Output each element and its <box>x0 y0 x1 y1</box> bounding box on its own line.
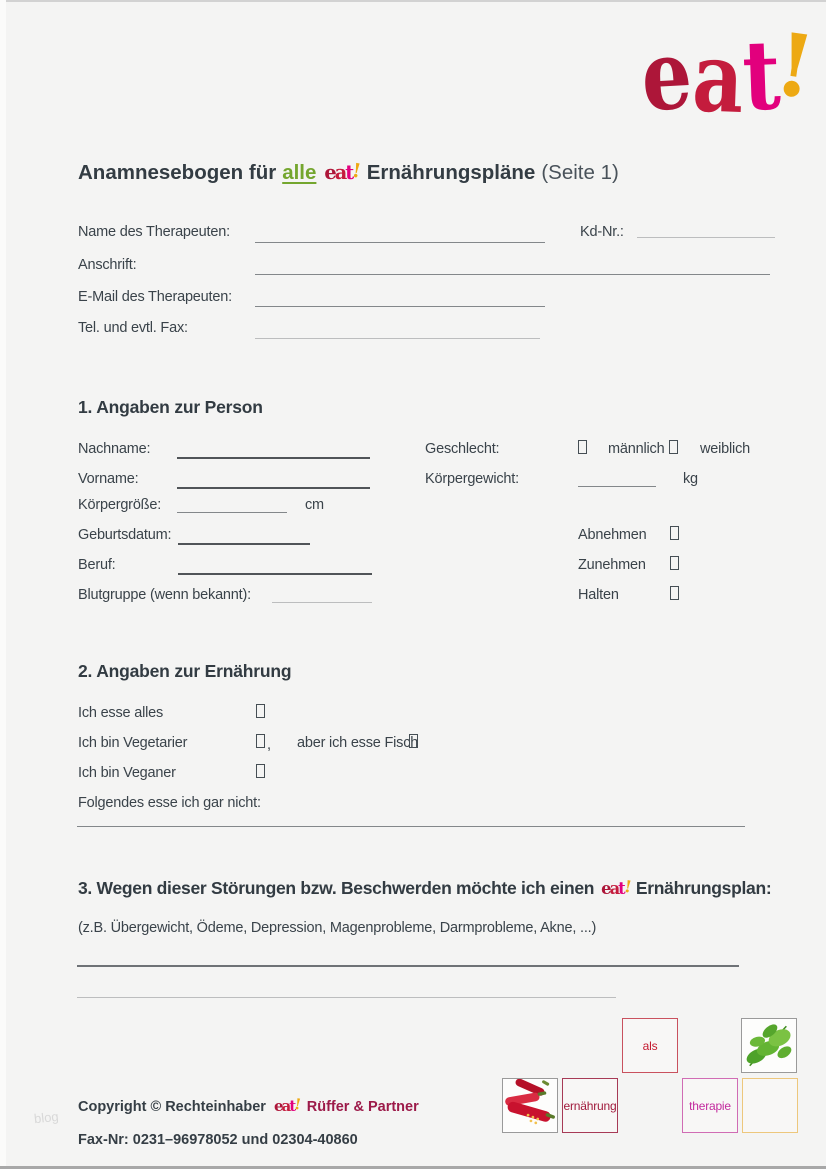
vegetarian-comma: , <box>267 737 271 753</box>
bloodtype-field[interactable] <box>272 602 372 603</box>
eat-all-label: Ich esse alles <box>78 705 164 721</box>
weight-field[interactable] <box>578 486 656 487</box>
address-field[interactable] <box>255 274 770 275</box>
eat-logo-inline-icon: eat! <box>273 1094 301 1115</box>
therapist-name-field[interactable] <box>255 242 545 243</box>
section2-heading: 2. Angaben zur Ernährung <box>78 661 292 681</box>
therapist-email-label: E-Mail des Therapeuten: <box>78 289 232 305</box>
not-eat-field[interactable] <box>77 826 745 827</box>
gender-female-checkbox[interactable] <box>669 440 678 454</box>
blog-watermark: blog <box>33 1108 60 1127</box>
gender-female-label: weiblich <box>700 441 750 457</box>
job-label: Beruf: <box>78 557 116 573</box>
address-label: Anschrift: <box>78 257 137 273</box>
basil-image <box>741 1018 797 1073</box>
weight-unit-label: kg <box>683 471 698 487</box>
customer-number-field[interactable] <box>637 237 775 238</box>
tile-ernaehrung-label: ernährung <box>563 1098 617 1113</box>
page-title <box>78 158 619 185</box>
gender-male-checkbox[interactable] <box>578 440 587 454</box>
not-eat-label: Folgendes esse ich gar nicht: <box>78 795 261 811</box>
eat-logo-inline-icon: eat! <box>324 158 362 184</box>
tile-ernaehrung <box>562 1078 618 1133</box>
fish-label: aber ich esse Fisch <box>297 735 419 751</box>
goal-gain-checkbox[interactable] <box>670 556 679 570</box>
copyright-line <box>78 1094 419 1115</box>
chili-image <box>502 1078 558 1133</box>
tile-empty <box>742 1078 798 1133</box>
eat-logo: eat! <box>638 13 811 135</box>
company-name: Rüffer & Partner <box>306 1099 419 1115</box>
lastname-field[interactable] <box>177 457 370 459</box>
height-unit-label: cm <box>305 497 324 513</box>
phone-fax-label: Tel. und evtl. Fax: <box>78 320 188 336</box>
section1-heading: 1. Angaben zur Person <box>78 397 263 417</box>
vegetarian-label: Ich bin Vegetarier <box>78 735 188 751</box>
page-top-border <box>0 0 826 2</box>
complaints-field-1[interactable] <box>77 965 739 967</box>
vegan-label: Ich bin Veganer <box>78 765 176 781</box>
fax-numbers: Fax-Nr: 0231–96978052 und 02304-40860 <box>78 1132 358 1148</box>
title-middle: Ernährungspläne <box>366 161 536 184</box>
vegan-checkbox[interactable] <box>256 764 265 778</box>
tile-therapie-label: therapie <box>689 1098 731 1113</box>
section3-heading-before: 3. Wegen dieser Störungen bzw. Beschwerden möchte ich einen <box>78 878 595 898</box>
tile-als <box>622 1018 678 1073</box>
goal-lose-checkbox[interactable] <box>670 526 679 540</box>
title-highlight-alle: alle <box>282 161 317 184</box>
customer-number-label: Kd-Nr.: <box>580 224 624 240</box>
goal-gain-label: Zunehmen <box>578 557 646 573</box>
bloodtype-label: Blutgruppe (wenn bekannt): <box>78 587 251 603</box>
weight-label: Körpergewicht: <box>425 471 519 487</box>
therapist-email-field[interactable] <box>255 306 545 307</box>
complaints-field-2[interactable] <box>77 997 616 998</box>
title-prefix: Anamnesebogen für <box>78 161 277 184</box>
title-page-number: (Seite 1) <box>541 161 619 184</box>
firstname-label: Vorname: <box>78 471 139 487</box>
fish-checkbox[interactable] <box>409 734 418 748</box>
birthdate-label: Geburtsdatum: <box>78 527 172 543</box>
tile-therapie <box>682 1078 738 1133</box>
basil-leaves-icon <box>742 1019 796 1072</box>
height-label: Körpergröße: <box>78 497 162 513</box>
firstname-field[interactable] <box>177 487 370 489</box>
birthdate-field[interactable] <box>178 543 310 545</box>
phone-fax-field[interactable] <box>255 338 540 339</box>
vegetarian-checkbox[interactable] <box>256 734 265 748</box>
eat-logo-inline-icon: eat! <box>601 876 631 898</box>
goal-lose-label: Abnehmen <box>578 527 647 543</box>
therapist-name-label: Name des Therapeuten: <box>78 224 230 240</box>
lastname-label: Nachname: <box>78 441 151 457</box>
height-field[interactable] <box>177 512 287 513</box>
fax-line <box>78 1132 358 1148</box>
chili-peppers-icon <box>503 1079 557 1132</box>
section3-heading <box>78 878 771 899</box>
goal-keep-label: Halten <box>578 587 619 603</box>
goal-keep-checkbox[interactable] <box>670 586 679 600</box>
job-field[interactable] <box>178 573 372 575</box>
copyright-text: Copyright © Rechteinhaber <box>78 1099 266 1115</box>
gender-label: Geschlecht: <box>425 441 500 457</box>
section3-heading-after: Ernährungsplan: <box>635 878 772 898</box>
tile-als-label: als <box>642 1038 658 1053</box>
section3-examples: (z.B. Übergewicht, Ödeme, Depression, Magenprobleme, Darmprobleme, Akne, ...) <box>78 920 597 936</box>
eat-all-checkbox[interactable] <box>256 704 265 718</box>
page-left-margin <box>0 0 6 1169</box>
gender-male-label: männlich <box>608 441 665 457</box>
